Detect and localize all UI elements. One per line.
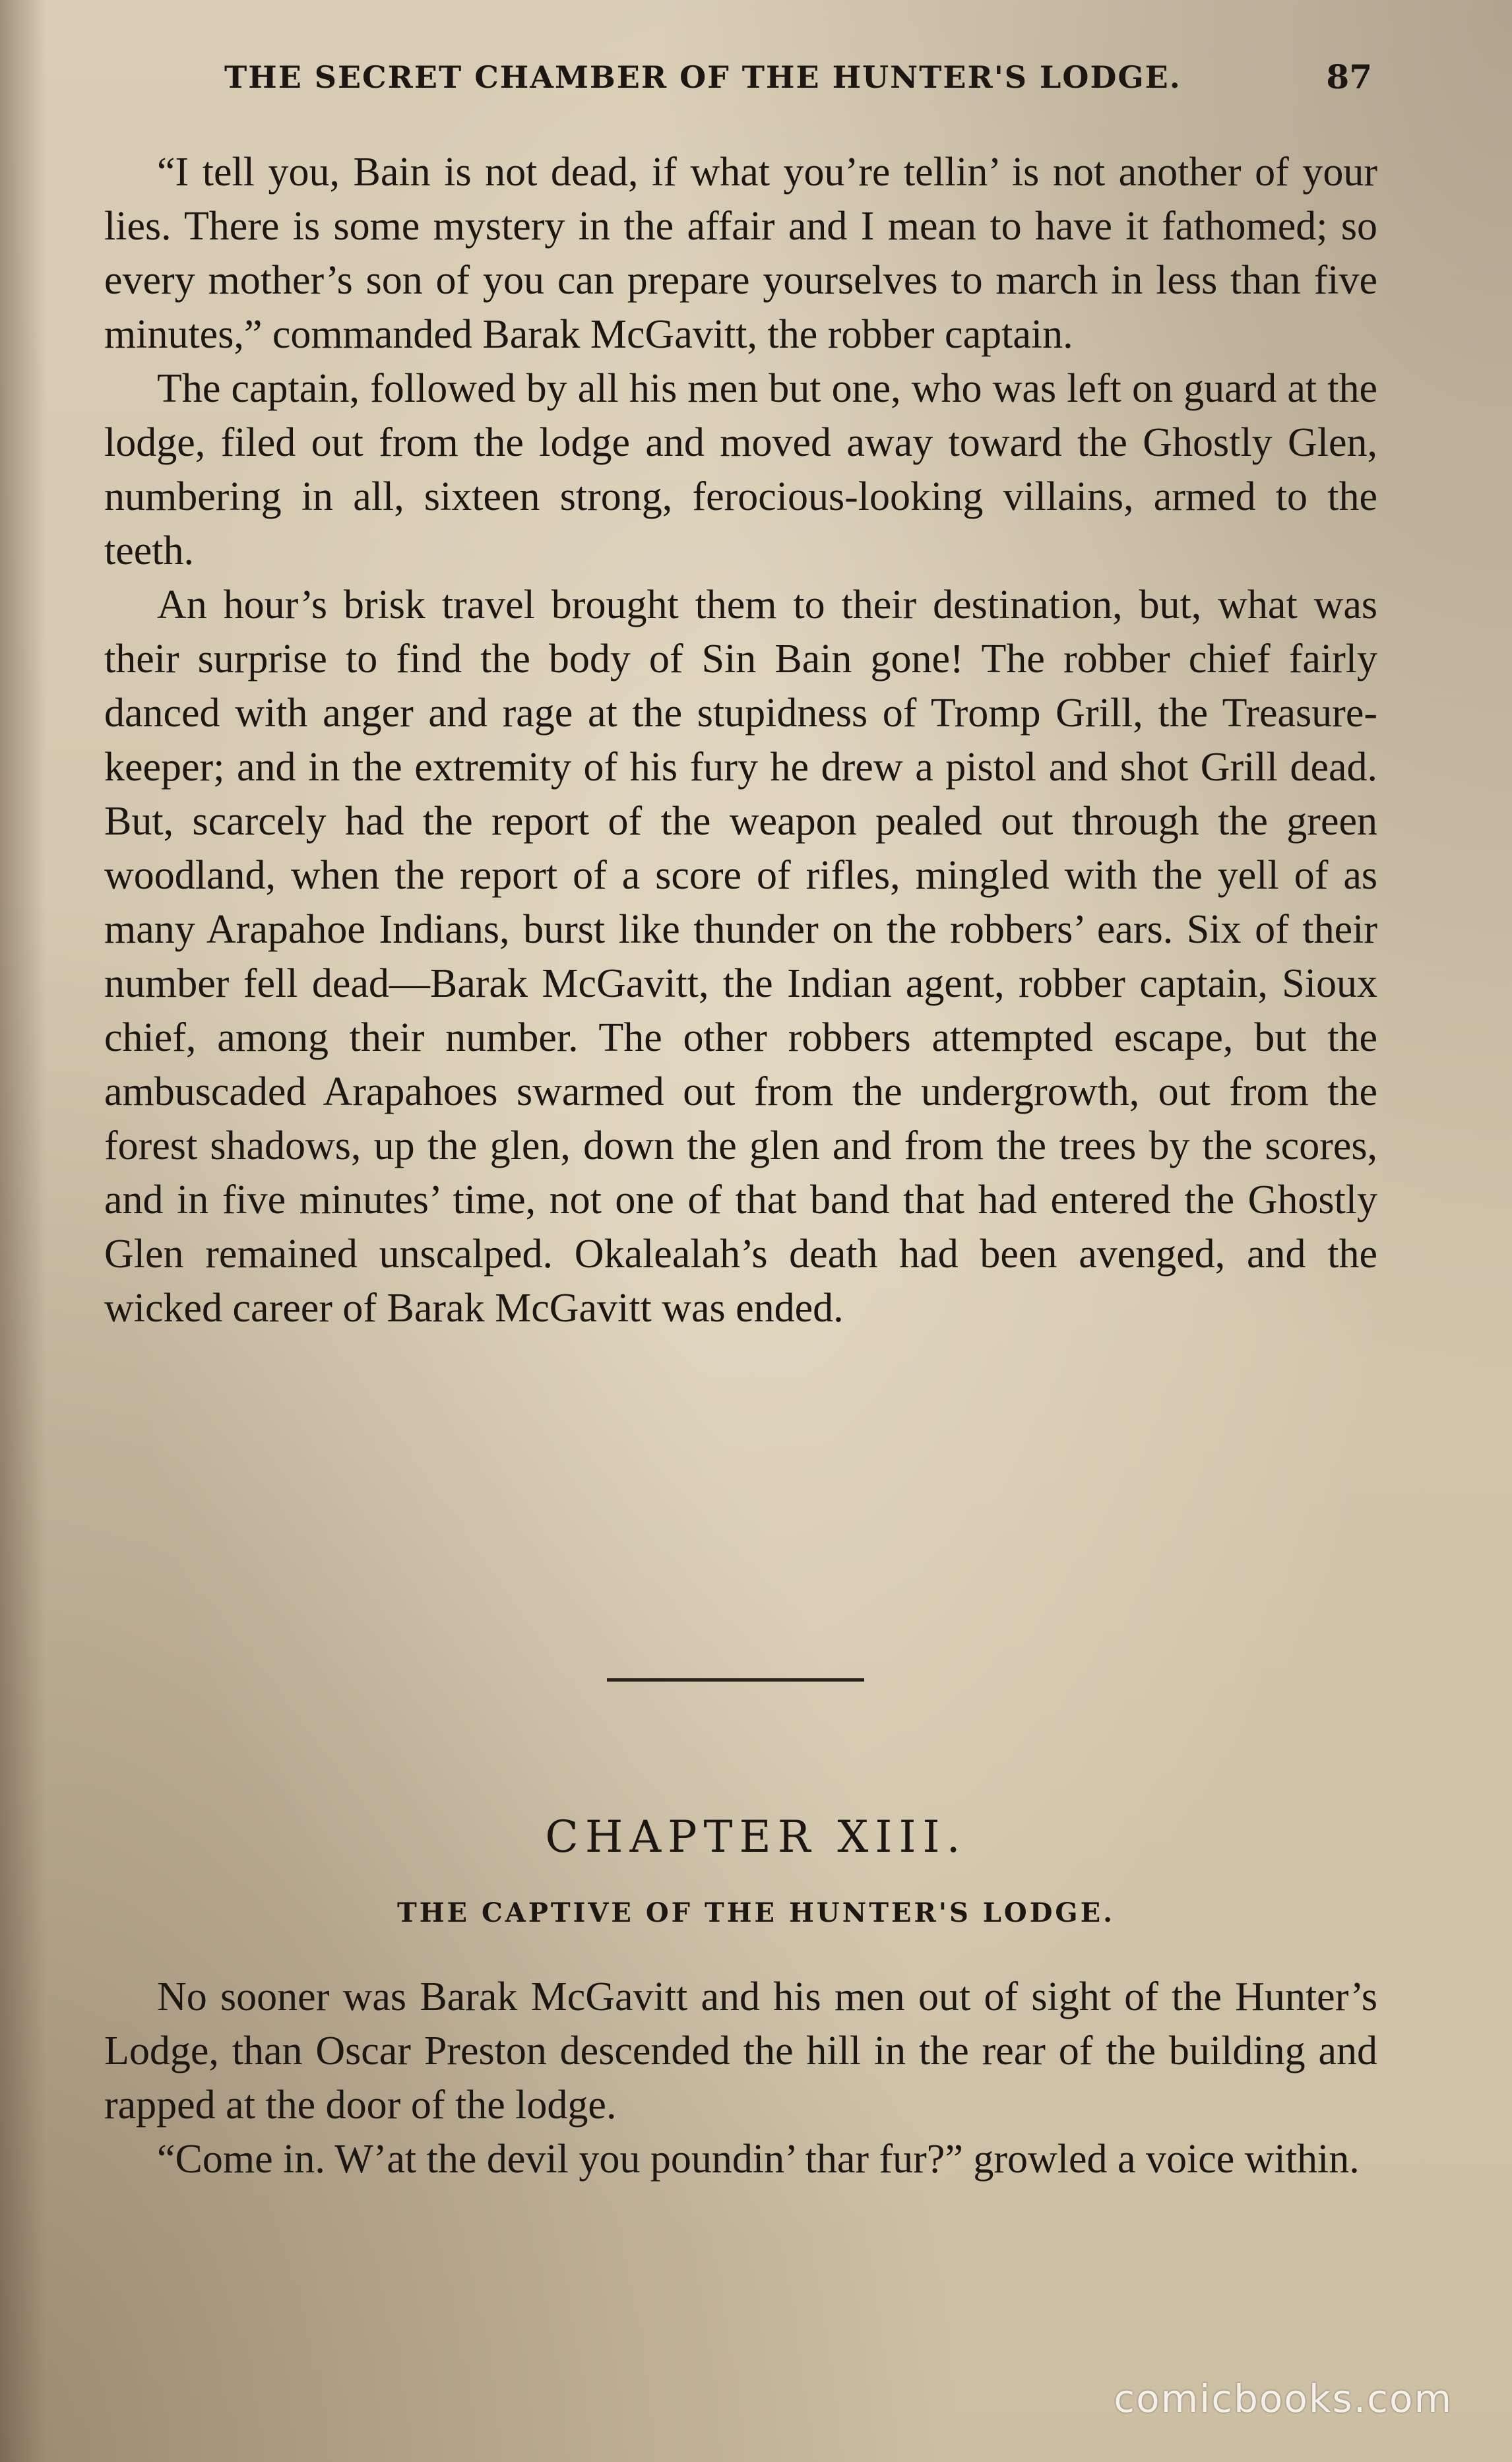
page-header xyxy=(224,54,1372,100)
page-number: 87 xyxy=(1326,57,1372,96)
paragraph: “I tell you, Bain is not dead, if what you’re tellin’ is not another of your lies. There is some mystery in the affair and I mean to have it fathomed; so every mother’s son of you can prepare yourselves to march in less than five minutes,” commanded Barak McGavitt, the robber captain. xyxy=(104,150,1377,357)
running-head: THE SECRET CHAMBER OF THE HUNTER'S LODGE. xyxy=(224,59,1181,95)
paragraph: An hour’s brisk travel brought them to their destination, but, what was their surprise to find the body of Sin Bain gone! The robber chief fairly danced with anger and rage at the stupidness of Tromp Grill, the Treasure-keeper; and in the extremity of his fury he drew a pistol and shot Grill dead. But, scarcely had the report of the weapon pealed out through the green woodland, when the report of a score of rifles, mingled with the yell of as many Arapahoe Indians, burst like thunder on the robbers’ ears. Six of their number fell dead—Barak McGavitt, the Indian agent, robber captain, Sioux chief, among their number. The other robbers attempted escape, but the ambuscaded Arapahoes swarmed out from the undergrowth, out from the forest shadows, up the glen, down the glen and from the trees by the scores, and in five minutes’ time, not one of that band that had entered the Ghostly Glen remained unscalped. Okalealah’s death had been avenged, and the wicked career of Barak McGavitt was ended. xyxy=(104,583,1377,1331)
paragraph: “Come in. W’at the devil you poundin’ thar fur?” growled a voice within. xyxy=(157,2137,1360,2182)
section-divider-rule xyxy=(607,1678,864,1682)
chapter-subtitle: THE CAPTIVE OF THE HUNTER'S LODGE. xyxy=(396,1897,1115,1928)
watermark: comicbooks.com xyxy=(1114,2376,1453,2421)
page-gutter-shadow xyxy=(0,0,46,2462)
chapter-opening-text xyxy=(104,1970,1377,2186)
chapter-title: CHAPTER XIII. xyxy=(545,1812,967,1862)
chapter-continuation-text xyxy=(104,145,1377,1335)
paragraph: The captain, followed by all his men but one, who was left on guard at the lodge, filed out from the lodge and moved away toward the Ghostly Glen, numbering in all, sixteen strong, ferocious-looking villains, armed to the teeth. xyxy=(104,366,1377,573)
paragraph: No sooner was Barak McGavitt and his men out of sight of the Hunter’s Lodge, than Oscar Preston descended the hill in the rear of the building and rapped at the door of the lodge. xyxy=(104,1974,1377,2128)
